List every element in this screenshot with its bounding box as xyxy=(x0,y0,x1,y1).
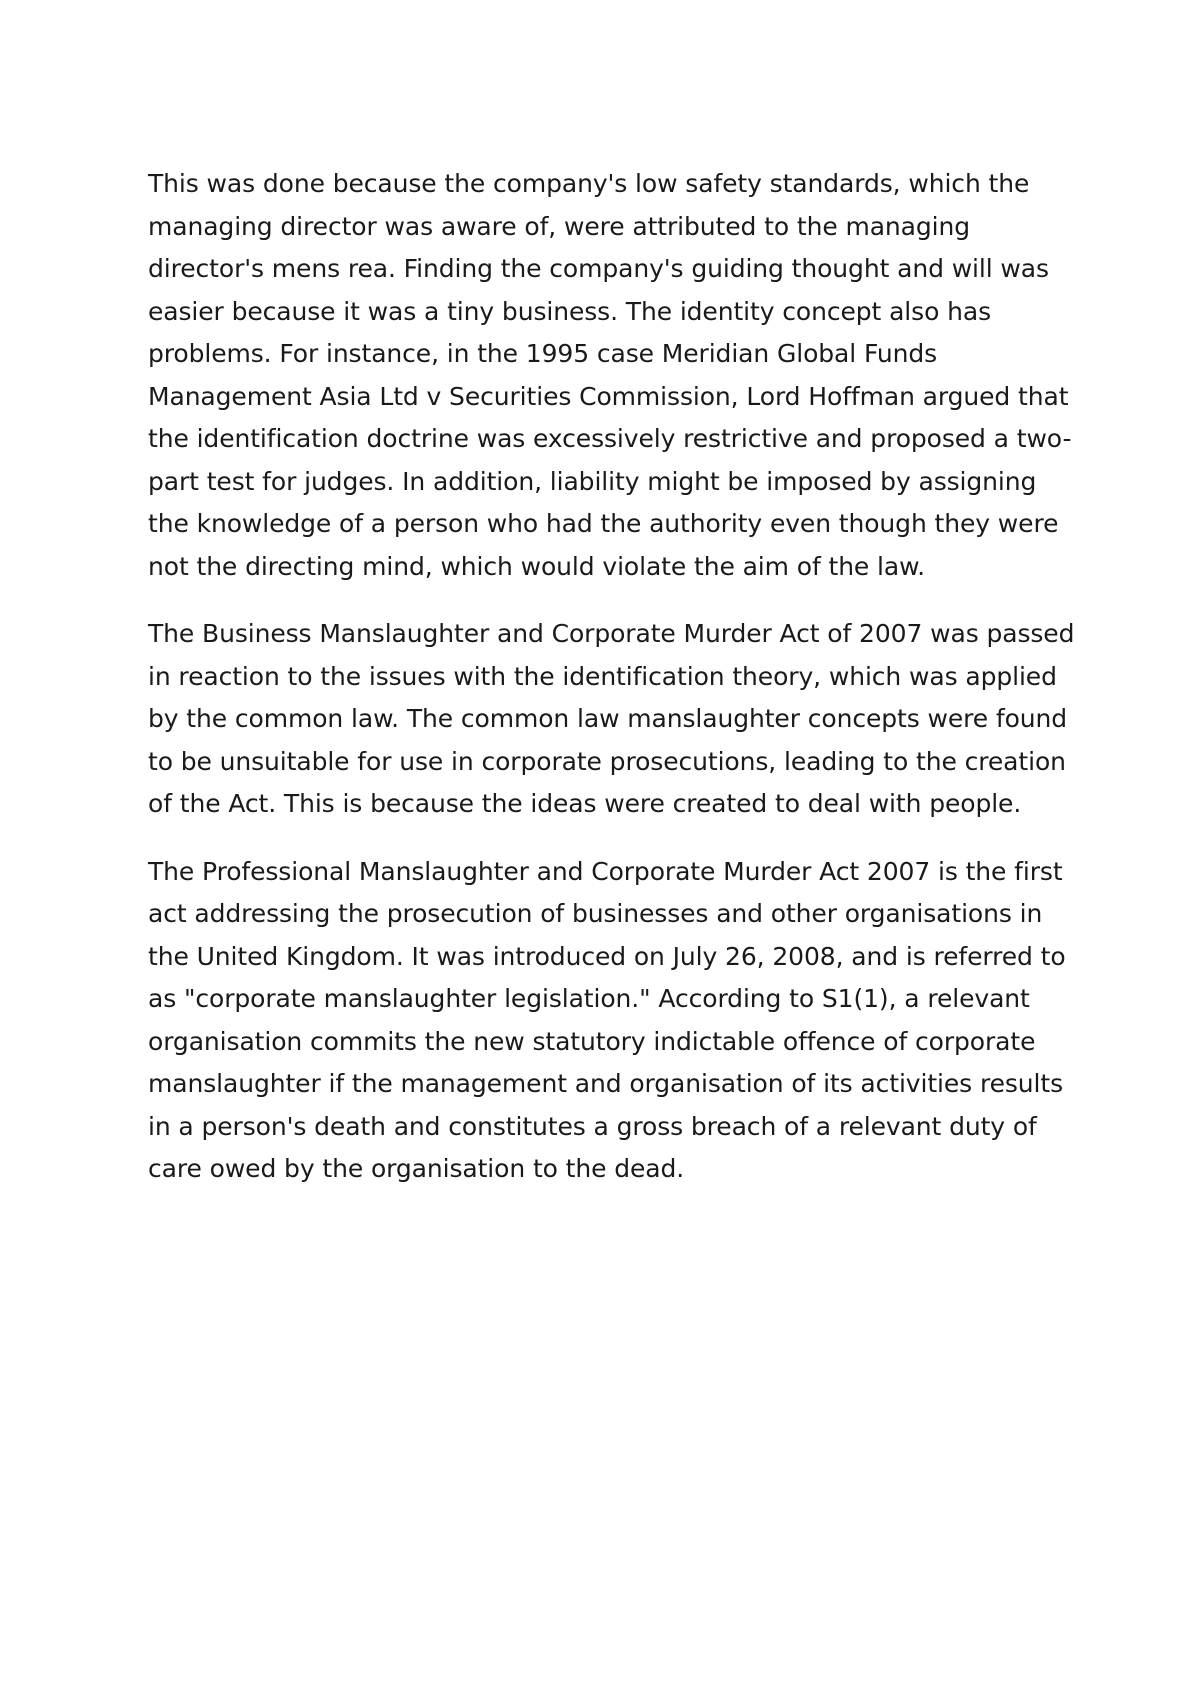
text-line: in a person's death and constitutes a gross breach of a relevant duty of xyxy=(148,1111,1037,1141)
text-line: by the common law. The common law manslaughter concepts were found xyxy=(148,704,1068,733)
text-line: The Business Manslaughter and Corporate Murder Act of 2007 was passed xyxy=(148,619,1075,648)
text-line: as "corporate manslaughter legislation." According to S1(1), a relevant xyxy=(148,984,1030,1013)
text-line: This was done because the company's low safety standards, which the xyxy=(148,169,1030,198)
document-body xyxy=(148,163,1075,1216)
text-line: Management Asia Ltd v Securities Commission, Lord Hoffman argued that xyxy=(148,381,1069,411)
text-line: managing director was aware of, were attributed to the managing xyxy=(148,211,971,241)
text-line: The Professional Manslaughter and Corporate Murder Act 2007 is the first xyxy=(148,856,1063,886)
text-line: in reaction to the issues with the identification theory, which was applied xyxy=(148,661,1057,691)
text-line: the United Kingdom. It was introduced on July 26, 2008, and is referred to xyxy=(148,941,1066,971)
text-line: act addressing the prosecution of businesses and other organisations in xyxy=(148,899,1043,928)
paragraph-2 xyxy=(148,613,1075,826)
text-line: easier because it was a tiny business. The identity concept also has xyxy=(148,296,992,326)
text-line: manslaughter if the management and organisation of its activities results xyxy=(148,1069,1064,1098)
text-line: problems. For instance, in the 1995 case Meridian Global Funds xyxy=(148,339,938,368)
text-line: the knowledge of a person who had the authority even though they were xyxy=(148,509,1059,538)
text-line: to be unsuitable for use in corporate prosecutions, leading to the creation xyxy=(148,746,1066,776)
paragraph-1 xyxy=(148,163,1072,588)
text-line: director's mens rea. Finding the company's guiding thought and will was xyxy=(148,254,1049,283)
text-line: care owed by the organisation to the dead. xyxy=(148,1154,685,1183)
text-line: not the directing mind, which would violate the aim of the law. xyxy=(148,551,926,581)
paragraph-3 xyxy=(148,851,1068,1191)
text-line: the identification doctrine was excessively restrictive and proposed a two- xyxy=(148,424,1072,453)
text-line: of the Act. This is because the ideas were created to deal with people. xyxy=(148,789,1022,818)
text-line: organisation commits the new statutory indictable offence of corporate xyxy=(148,1026,1036,1056)
text-line: part test for judges. In addition, liability might be imposed by assigning xyxy=(148,466,1037,496)
